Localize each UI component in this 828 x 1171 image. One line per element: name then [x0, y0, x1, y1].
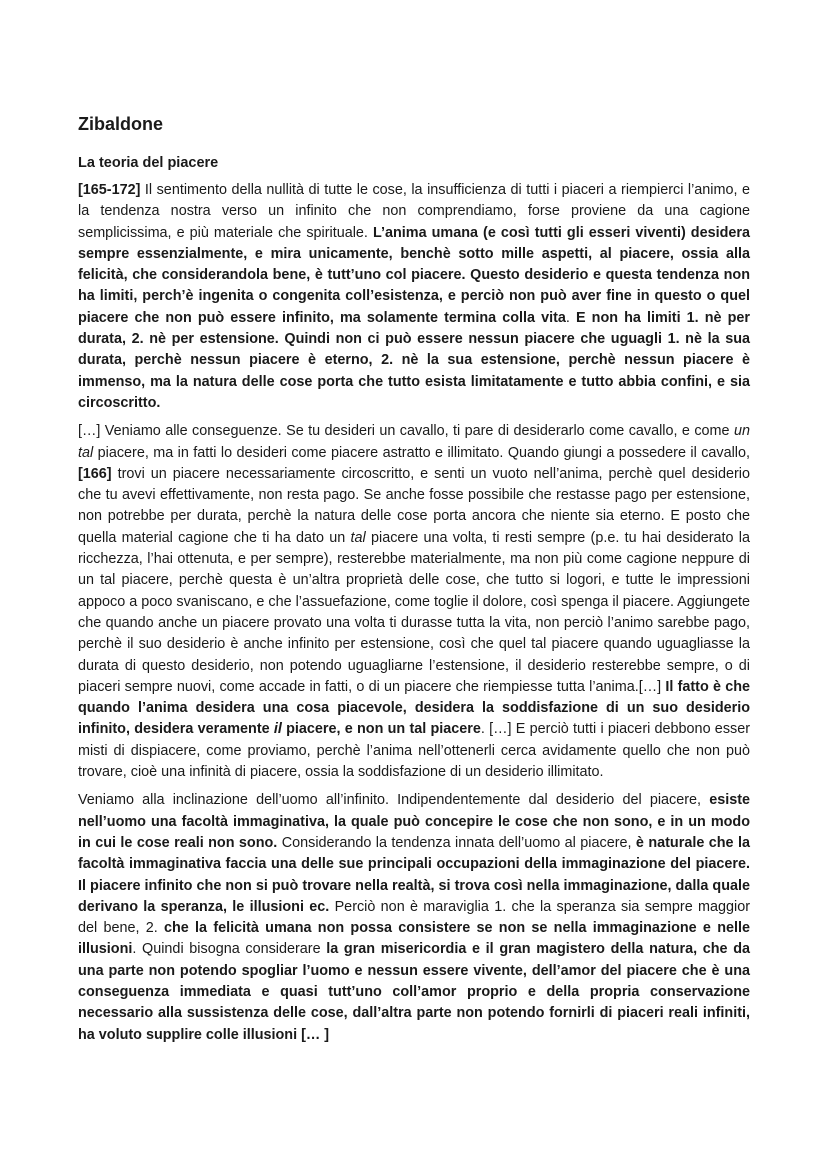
text-run: piacere, ma in fatti lo desideri come piacere astratto e illimitato. Quando giungi a possedere il cavallo,: [93, 444, 750, 461]
text-run: piacere, e non un tal piacere: [281, 721, 481, 738]
document-body: [78, 180, 750, 1053]
text-run: un tal: [78, 423, 750, 461]
text-run: L’anima umana (e così tutti gli esseri viventi) desidera sempre essenzialmente, e mira unicamente, benchè sotto mille aspetti, al piacere, ossia alla felicità, che considerandola bene, è tutt’uno col piacere. Questo desiderio e questa tendenza non ha limiti, perch’è ingenita o congenita coll’esistenza, e perciò non può aver fine in questo o quel piacere che non può essere infinito, ma solamente termina colla vita: [78, 224, 750, 326]
text-run: Veniamo alla inclinazione dell’uomo all’infinito. Indipendentemente dal desiderio del piacere,: [78, 792, 710, 809]
text-run: . […] E perciò tutti i piaceri debbono esser misti di dispiacere, come proviamo, perchè l’anima nell’ottenerli cerca avidamente quello che non può trovare, cioè una infinità di piacere, ossia la soddisfazione di un desiderio illimitato.: [78, 721, 751, 781]
document-title: Zibaldone: [78, 114, 163, 134]
text-run: piacere una volta, ti resti sempre (p.e. tu hai desiderato la ricchezza, l’hai ottenuta, e per sempre), resterebbe materialmente, ma non più come cagione neppure di un tal piacere, perchè questa è un’altra proprietà delle cose, che tutto si logori, e tutte le impressioni appoco a poco svaniscano, e che l’assuefazione, come toglie il dolore, così spenga il piacere. Aggiungete che quando anche un piacere provato una volta ti durasse tutta la vita, non perciò l’animo sarebbe pago, perchè il suo desiderio è anche infinito per estensione, così che quel tal piacere quando uguagliasse la durata di questo desiderio, non potendo uguagliarne l’estensione, il desiderio resterebbe sempre, o di piaceri sempre nuovi, come accade in fatti, o di un piacere che riempiesse tutta l’anima.[…]: [78, 529, 751, 695]
text-run: [165-172]: [78, 182, 141, 198]
text-run: trovi un piacere necessariamente circoscritto, e senti un vuoto nell’anima, perchè quel desiderio che tu avevi effettivamente, non resta pago. Se anche fosse possibile che restasse pago per estensione, non potrebbe per durata, perchè la natura delle cose porta ancora che niente sia eterno. E posto che quella material cagione che ti ha dato un: [78, 465, 750, 546]
text-run: […] Veniamo alle conseguenze. Se tu desideri un cavallo, ti pare di desiderarlo come cavallo, e come: [78, 423, 734, 440]
paragraph-2: [78, 421, 750, 783]
text-run: .: [565, 309, 576, 326]
text-run: il: [273, 721, 282, 738]
paragraph-1: [78, 180, 750, 414]
text-run: Perciò non è maraviglia 1. che la speranza sia sempre maggior del bene, 2.: [78, 898, 751, 937]
text-run: Il fatto è che quando l’anima desidera una cosa piacevole, desidera la soddisfazione di un suo desiderio infinito, desidera veramente: [78, 678, 750, 738]
text-run: Il sentimento della nullità di tutte le cose, la insufficienza di tutti i piaceri a riempierci l’animo, e la tendenza nostra verso un infinito che non comprendiamo, forse proviene da una cagione semplicissima, e più materiale che spirituale.: [78, 182, 750, 241]
section-title: La teoria del piacere: [78, 155, 219, 171]
text-run: Considerando la tendenza innata dell’uomo al piacere,: [277, 834, 636, 851]
text-run: [166]: [78, 465, 112, 482]
text-run: che la felicità umana non possa consistere se non se nella immaginazione e nelle illusioni: [78, 920, 750, 958]
text-run: è naturale che la facoltà immaginativa faccia una delle sue principali occupazioni della immaginazione del piacere. Il piacere infinito che non si può trovare nella realtà, si trova così nella immaginazione, dalla quale derivano la speranza, le illusioni ec.: [78, 834, 750, 915]
text-run: E non ha limiti 1. nè per durata, 2. nè per estensione. Quindi non ci può essere nessun piacere che uguagli 1. nè la sua durata, perchè nessun piacere è eterno, 2. nè la sua estensione, perchè nessun piacere è immenso, ma la natura delle cose porta che tutto esista limitatamente e tutto abbia confini, e sia circoscritto.: [78, 309, 751, 411]
paragraph-3: [78, 790, 750, 1046]
text-run: esiste nell’uomo una facoltà immaginativa, la quale può concepire le cose che non sono, e in un modo in cui le cose reali non sono.: [78, 792, 750, 851]
text-run: la gran misericordia e il gran magistero della natura, che da una parte non potendo spogliar l’uomo e nessun essere vivente, dell’amor del piacere che è una conseguenza immediata e quasi tutt’uno coll’amor proprio e della propria conservazione necessario alla sussistenza delle cose, dall’altra parte non potendo fornirli di piaceri reali infiniti, ha voluto supplire colle illusioni [… ]: [78, 941, 751, 1043]
text-run: . Quindi bisogna considerare: [132, 941, 327, 958]
text-run: tal: [350, 529, 366, 546]
